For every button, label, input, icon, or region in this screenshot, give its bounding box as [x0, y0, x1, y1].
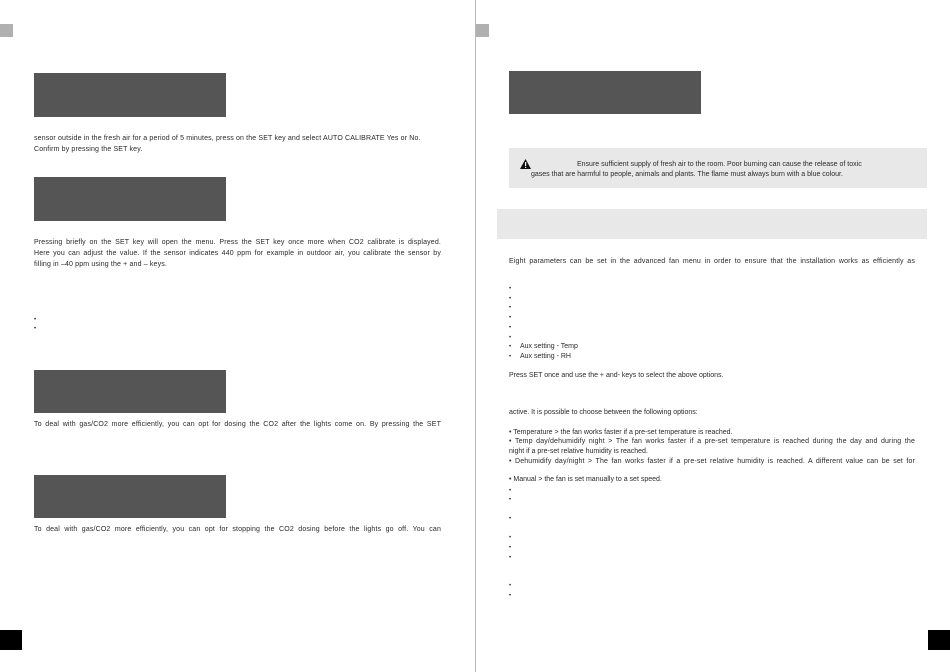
list-bullet: •	[509, 535, 512, 541]
list-bullet: •	[509, 354, 512, 360]
display-image-dosing-after	[34, 370, 226, 413]
corner-mark-right	[928, 630, 950, 650]
list-bullet: •	[509, 593, 512, 599]
list-bullet: •	[509, 516, 512, 522]
aux-temp-item: Aux setting - Temp	[520, 343, 578, 350]
option-manual: • Manual > the fan is set manually to a set speed.	[509, 476, 662, 483]
option-temp-day-line-1: • Temp day/dehumidify night > The fan works faster if a pre-set temperature is reached during the day and during the	[509, 438, 915, 445]
display-image-stopping-before	[34, 475, 226, 518]
warning-icon	[520, 159, 531, 169]
warning-text-line-1: Ensure sufficient supply of fresh air to the room. Poor burning can cause the release of toxic	[577, 161, 862, 168]
list-bullet: •	[509, 344, 512, 350]
option-temperature: • Temperature > the fan works faster if a pre-set temperature is reached.	[509, 429, 733, 436]
active-options-intro: active. It is possible to choose between the following options:	[509, 409, 698, 416]
list-bullet: •	[509, 325, 512, 331]
option-dehumidify: • Dehumidify day/night > The fan works faster if a pre-set relative humidity is reached. A different value can be set for	[509, 458, 915, 465]
display-image-fan-menu	[509, 71, 701, 114]
warning-text-line-2: gases that are harmful to people, animals and plants. The flame must always burn with a blue colour.	[531, 171, 843, 178]
aux-rh-item: Aux setting - RH	[520, 353, 571, 360]
list-bullet: •	[509, 335, 512, 341]
corner-tab-right	[476, 24, 489, 37]
list-bullet: •	[509, 488, 512, 494]
list-bullet: •	[509, 583, 512, 589]
corner-mark-left	[0, 630, 22, 650]
stopping-before-paragraph: To deal with gas/CO2 more efficiently, you can opt for stopping the CO2 dosing before the lights go off. You can	[34, 526, 441, 533]
list-bullet: •	[509, 286, 512, 292]
right-page	[476, 0, 950, 672]
dosing-after-paragraph: To deal with gas/CO2 more efficiently, you can opt for dosing the CO2 after the lights come on. By pressing the SET	[34, 421, 441, 428]
display-image-auto-calibrate	[34, 73, 226, 117]
list-bullet: •	[509, 296, 512, 302]
manual-calibrate-paragraph-end: filling in –40 ppm using the + and – keys.	[34, 261, 167, 268]
list-bullet: •	[34, 326, 37, 332]
list-bullet: •	[509, 545, 512, 551]
warning-box	[509, 148, 927, 188]
list-bullet: •	[509, 555, 512, 561]
fan-menu-intro: Eight parameters can be set in the advanced fan menu in order to ensure that the installation works as efficiently as	[509, 258, 915, 265]
section-band	[497, 209, 927, 239]
option-temp-day-line-2: night if a pre-set relative humidity is reached.	[509, 448, 648, 455]
list-bullet: •	[509, 497, 512, 503]
manual-calibrate-paragraph: Pressing briefly on the SET key will open the menu. Press the SET key once more when CO2 calibrate is displayed. Here you can adjust the value. If the sensor indicates 440 ppm for example in outdoor air, you calibrate the sensor by	[34, 239, 441, 257]
list-bullet: •	[509, 315, 512, 321]
display-image-co2-calibrate	[34, 177, 226, 221]
corner-tab-left	[0, 24, 13, 37]
list-bullet: •	[34, 317, 37, 323]
list-bullet: •	[509, 305, 512, 311]
auto-calibrate-paragraph: sensor outside in the fresh air for a period of 5 minutes, press on the SET key and select AUTO CALIBRATE Yes or No. Confirm by pressing the SET key.	[34, 135, 421, 153]
press-set-instruction: Press SET once and use the + and- keys to select the above options.	[509, 372, 724, 379]
